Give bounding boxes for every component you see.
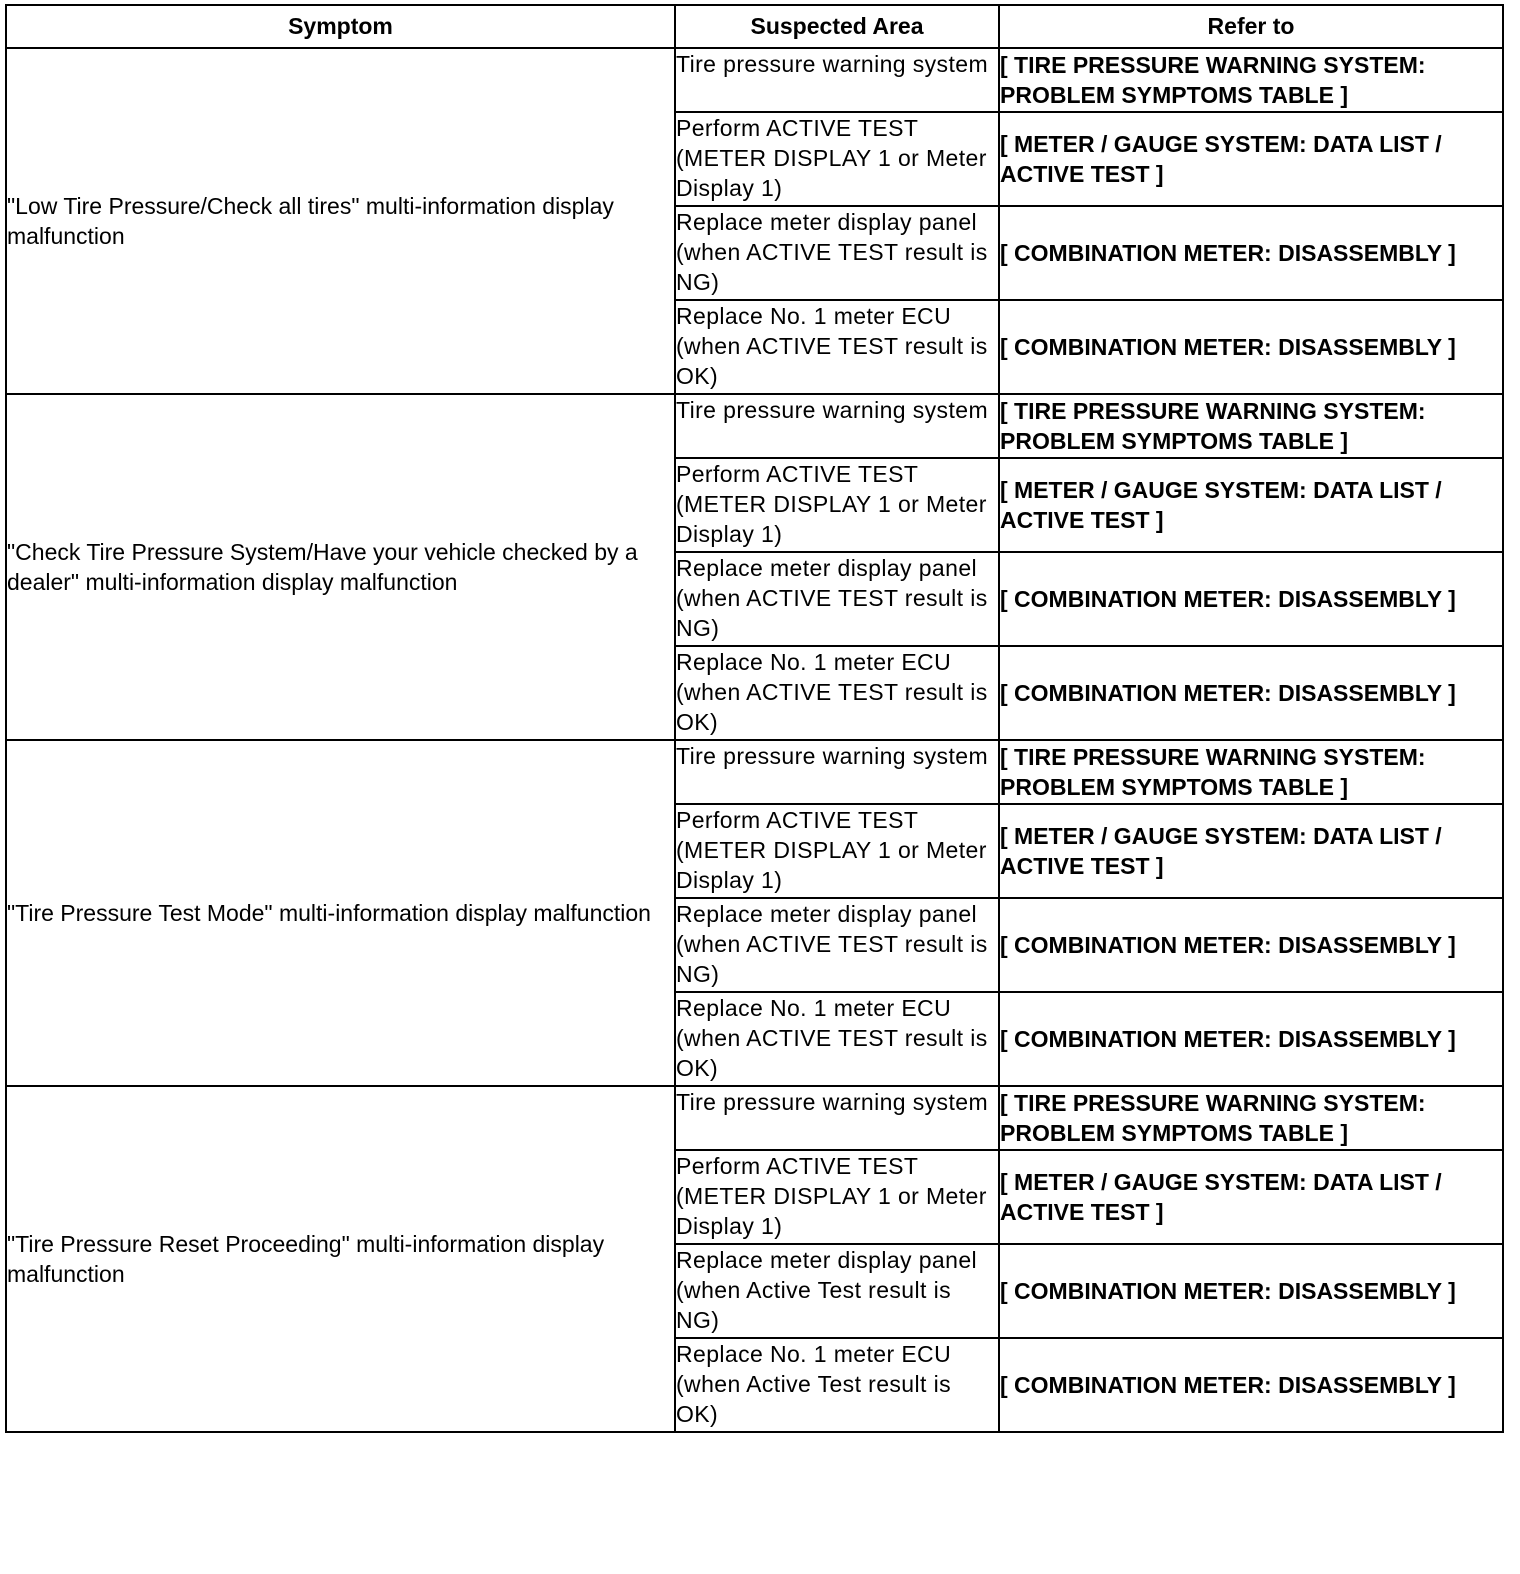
table-row [6, 48, 1503, 112]
suspected-area-cell: Replace No. 1 meter ECU (when ACTIVE TEST result is OK) [675, 300, 999, 394]
suspected-area-cell: Tire pressure warning system [675, 394, 999, 458]
refer-to-link[interactable]: [ COMBINATION METER: DISASSEMBLY ] [999, 992, 1503, 1086]
refer-to-link[interactable]: [ COMBINATION METER: DISASSEMBLY ] [999, 300, 1503, 394]
refer-to-link[interactable]: [ METER / GAUGE SYSTEM: DATA LIST / ACTIVE TEST ] [999, 1150, 1503, 1244]
header-symptom: Symptom [6, 5, 675, 48]
header-refer-to: Refer to [999, 5, 1503, 48]
header-suspected-area: Suspected Area [675, 5, 999, 48]
suspected-area-cell: Perform ACTIVE TEST (METER DISPLAY 1 or Meter Display 1) [675, 458, 999, 552]
suspected-area-cell: Replace meter display panel (when ACTIVE TEST result is NG) [675, 552, 999, 646]
refer-to-link[interactable]: [ METER / GAUGE SYSTEM: DATA LIST / ACTIVE TEST ] [999, 112, 1503, 206]
suspected-area-cell: Tire pressure warning system [675, 1086, 999, 1150]
table-row [6, 1086, 1503, 1150]
symptom-cell: "Tire Pressure Reset Proceeding" multi-information display malfunction [6, 1086, 675, 1432]
refer-to-link[interactable]: [ TIRE PRESSURE WARNING SYSTEM: PROBLEM SYMPTOMS TABLE ] [999, 1086, 1503, 1150]
refer-to-link[interactable]: [ TIRE PRESSURE WARNING SYSTEM: PROBLEM SYMPTOMS TABLE ] [999, 740, 1503, 804]
header-row [6, 5, 1503, 48]
refer-to-link[interactable]: [ COMBINATION METER: DISASSEMBLY ] [999, 646, 1503, 740]
suspected-area-cell: Replace meter display panel (when ACTIVE TEST result is NG) [675, 206, 999, 300]
suspected-area-cell: Replace No. 1 meter ECU (when ACTIVE TEST result is OK) [675, 992, 999, 1086]
symptom-cell: "Check Tire Pressure System/Have your vehicle checked by a dealer" multi-information display malfunction [6, 394, 675, 740]
refer-to-link[interactable]: [ METER / GAUGE SYSTEM: DATA LIST / ACTIVE TEST ] [999, 458, 1503, 552]
suspected-area-cell: Perform ACTIVE TEST (METER DISPLAY 1 or Meter Display 1) [675, 804, 999, 898]
table-row [6, 394, 1503, 458]
refer-to-link[interactable]: [ METER / GAUGE SYSTEM: DATA LIST / ACTIVE TEST ] [999, 804, 1503, 898]
refer-to-link[interactable]: [ COMBINATION METER: DISASSEMBLY ] [999, 1244, 1503, 1338]
suspected-area-cell: Replace No. 1 meter ECU (when ACTIVE TEST result is OK) [675, 646, 999, 740]
symptom-table [5, 4, 1504, 1433]
suspected-area-cell: Replace No. 1 meter ECU (when Active Test result is OK) [675, 1338, 999, 1432]
refer-to-link[interactable]: [ TIRE PRESSURE WARNING SYSTEM: PROBLEM SYMPTOMS TABLE ] [999, 48, 1503, 112]
symptom-cell: "Low Tire Pressure/Check all tires" multi-information display malfunction [6, 48, 675, 394]
refer-to-link[interactable]: [ COMBINATION METER: DISASSEMBLY ] [999, 206, 1503, 300]
suspected-area-cell: Tire pressure warning system [675, 48, 999, 112]
refer-to-link[interactable]: [ TIRE PRESSURE WARNING SYSTEM: PROBLEM SYMPTOMS TABLE ] [999, 394, 1503, 458]
suspected-area-cell: Perform ACTIVE TEST (METER DISPLAY 1 or Meter Display 1) [675, 112, 999, 206]
refer-to-link[interactable]: [ COMBINATION METER: DISASSEMBLY ] [999, 898, 1503, 992]
suspected-area-cell: Replace meter display panel (when ACTIVE TEST result is NG) [675, 898, 999, 992]
suspected-area-cell: Replace meter display panel (when Active Test result is NG) [675, 1244, 999, 1338]
table-row [6, 740, 1503, 804]
refer-to-link[interactable]: [ COMBINATION METER: DISASSEMBLY ] [999, 552, 1503, 646]
symptom-cell: "Tire Pressure Test Mode" multi-information display malfunction [6, 740, 675, 1086]
suspected-area-cell: Perform ACTIVE TEST (METER DISPLAY 1 or Meter Display 1) [675, 1150, 999, 1244]
suspected-area-cell: Tire pressure warning system [675, 740, 999, 804]
refer-to-link[interactable]: [ COMBINATION METER: DISASSEMBLY ] [999, 1338, 1503, 1432]
